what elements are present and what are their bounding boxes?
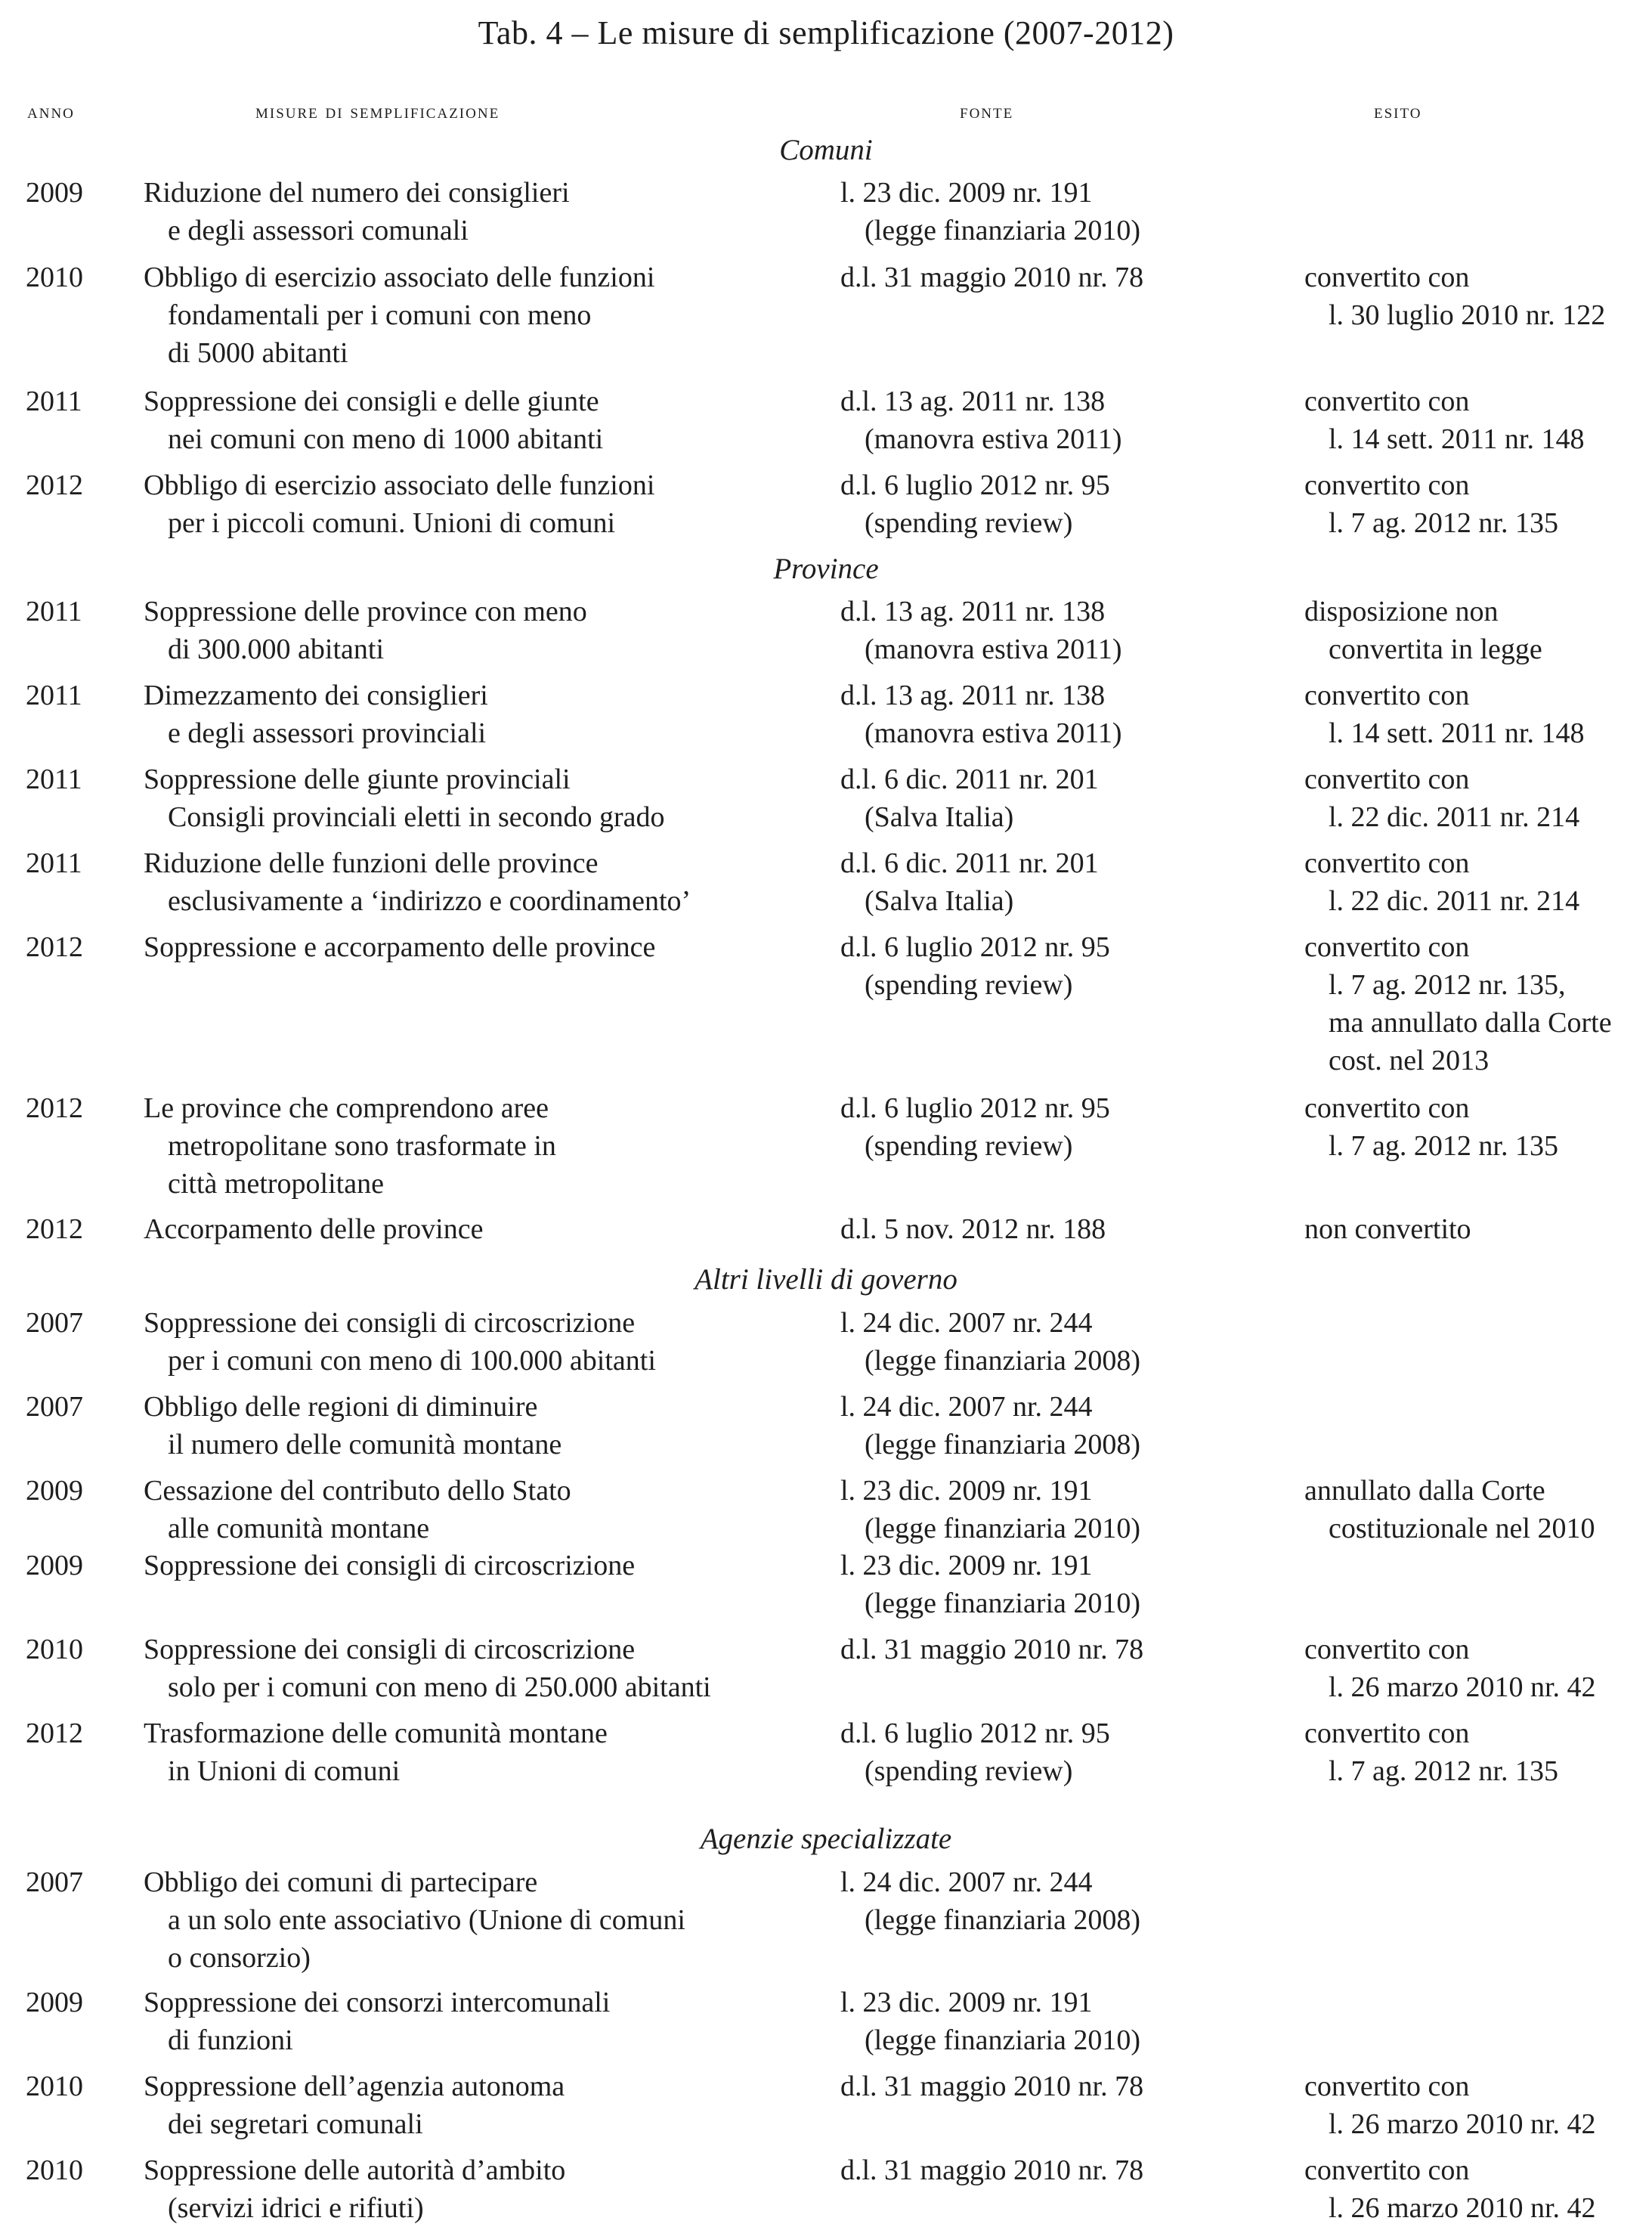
fonte-cell-line: (spending review) <box>865 1755 1073 1787</box>
misura-cell-line: Obbligo di esercizio associato delle funzioni <box>144 262 655 293</box>
esito-cell-line: convertito con <box>1304 1092 1470 1124</box>
misura-cell <box>144 928 655 966</box>
year-cell: 2011 <box>26 386 82 417</box>
fonte-cell-line: (legge finanziaria 2008) <box>865 1904 1141 1936</box>
esito-cell-line: convertito con <box>1304 386 1470 417</box>
esito-cell <box>1304 2067 1596 2143</box>
misura-cell <box>144 259 654 372</box>
year-cell: 2011 <box>26 847 82 879</box>
section-heading: Altri livelli di governo <box>695 1263 957 1296</box>
year-cell: 2009 <box>26 1550 83 1581</box>
misura-cell <box>144 1304 656 1380</box>
fonte-cell-line: (legge finanziaria 2008) <box>865 1345 1141 1377</box>
esito-cell-line: l. 26 marzo 2010 nr. 42 <box>1329 2108 1596 2140</box>
year-cell: 2010 <box>26 1634 83 1665</box>
fonte-cell-line: (spending review) <box>865 969 1073 1001</box>
misura-cell-line: o consorzio) <box>168 1942 311 1974</box>
year-cell: 2010 <box>26 262 83 293</box>
misura-cell <box>144 593 587 668</box>
fonte-cell-line: d.l. 6 luglio 2012 nr. 95 <box>840 469 1110 501</box>
fonte-cell-line: (legge finanziaria 2010) <box>865 1587 1141 1619</box>
fonte-cell-line: l. 23 dic. 2009 nr. 191 <box>840 177 1093 209</box>
misura-cell-line: Soppressione e accorpamento delle province <box>144 931 656 963</box>
esito-cell <box>1304 677 1584 752</box>
fonte-cell-line: (Salva Italia) <box>865 885 1014 917</box>
misura-cell-line: di 5000 abitanti <box>168 337 348 369</box>
esito-cell-line: l. 7 ag. 2012 nr. 135 <box>1329 507 1558 539</box>
year-cell: 2007 <box>26 1307 83 1339</box>
year-cell: 2012 <box>26 1717 83 1749</box>
esito-cell-line: annullato dalla Corte <box>1304 1475 1545 1507</box>
esito-cell-line: non convertito <box>1304 1213 1471 1245</box>
fonte-cell-line: d.l. 5 nov. 2012 nr. 188 <box>840 1213 1106 1245</box>
fonte-cell-line: (legge finanziaria 2010) <box>865 215 1141 246</box>
misura-cell-line: Cessazione del contributo dello Stato <box>144 1475 571 1507</box>
fonte-cell <box>840 1472 1140 1547</box>
esito-cell-line: l. 7 ag. 2012 nr. 135, <box>1329 969 1566 1001</box>
header-fonte: fonte <box>960 100 1014 122</box>
fonte-cell <box>840 2067 1143 2105</box>
fonte-cell <box>840 1863 1140 1939</box>
esito-cell-line: ma annullato dalla Corte <box>1329 1007 1612 1039</box>
fonte-cell <box>840 1388 1140 1464</box>
misura-cell-line: Soppressione dei consigli di circoscrizione <box>144 1307 636 1339</box>
fonte-cell-line: d.l. 31 maggio 2010 nr. 78 <box>840 262 1144 293</box>
misura-cell-line: di 300.000 abitanti <box>168 633 385 665</box>
year-cell: 2009 <box>26 177 83 209</box>
fonte-cell <box>840 1547 1140 1622</box>
misura-cell-line: fondamentali per i comuni con meno <box>168 299 592 331</box>
fonte-cell-line: d.l. 6 dic. 2011 nr. 201 <box>840 847 1099 879</box>
year-cell: 2007 <box>26 1391 83 1423</box>
fonte-cell-line: d.l. 13 ag. 2011 nr. 138 <box>840 596 1106 627</box>
misura-cell <box>144 1984 610 2059</box>
esito-cell <box>1304 1472 1595 1547</box>
misura-cell-line: Soppressione dei consigli di circoscrizione <box>144 1550 636 1581</box>
fonte-cell <box>840 1631 1143 1668</box>
esito-cell-line: l. 22 dic. 2011 nr. 214 <box>1329 885 1580 917</box>
esito-cell-line: convertito con <box>1304 847 1470 879</box>
misura-cell <box>144 2151 565 2227</box>
fonte-cell-line: d.l. 31 maggio 2010 nr. 78 <box>840 2071 1144 2102</box>
fonte-cell <box>840 259 1143 296</box>
misura-cell-line: Soppressione dell’agenzia autonoma <box>144 2071 565 2102</box>
fonte-cell-line: (manovra estiva 2011) <box>865 633 1122 665</box>
esito-cell-line: convertita in legge <box>1329 633 1542 665</box>
misura-cell-line: e degli assessori comunali <box>168 215 469 246</box>
esito-cell-line: convertito con <box>1304 2154 1470 2186</box>
misura-cell-line: di funzioni <box>168 2024 293 2056</box>
esito-cell <box>1304 466 1558 542</box>
fonte-cell <box>840 928 1110 1004</box>
fonte-cell-line: d.l. 13 ag. 2011 nr. 138 <box>840 680 1106 711</box>
misura-cell-line: Trasformazione delle comunità montane <box>144 1717 608 1749</box>
esito-cell-line: convertito con <box>1304 1717 1470 1749</box>
year-cell: 2010 <box>26 2154 83 2186</box>
misura-cell <box>144 383 603 458</box>
fonte-cell <box>840 1304 1140 1380</box>
misura-cell <box>144 1472 571 1547</box>
misura-cell-line: Soppressione dei consigli di circoscrizione <box>144 1634 636 1665</box>
section-heading: Province <box>773 553 879 585</box>
misura-cell-line: Soppressione dei consorzi intercomunali <box>144 1987 611 2018</box>
misura-cell-line: metropolitane sono trasformate in <box>168 1130 556 1162</box>
misura-cell <box>144 677 488 752</box>
year-cell: 2009 <box>26 1475 83 1507</box>
header-misure: misure di semplificazione <box>255 100 500 122</box>
misura-cell-line: Soppressione dei consigli e delle giunte <box>144 386 599 417</box>
misura-cell-line: a un solo ente associativo (Unione di comuni <box>168 1904 685 1936</box>
esito-cell <box>1304 1210 1471 1248</box>
year-cell: 2012 <box>26 931 83 963</box>
fonte-cell-line: (legge finanziaria 2008) <box>865 1429 1141 1460</box>
fonte-cell-line: d.l. 6 luglio 2012 nr. 95 <box>840 931 1110 963</box>
esito-cell-line: l. 26 marzo 2010 nr. 42 <box>1329 1671 1596 1703</box>
esito-cell-line: convertito con <box>1304 2071 1470 2102</box>
misura-cell-line: Consigli provinciali eletti in secondo grado <box>168 801 665 833</box>
fonte-cell <box>840 1984 1140 2059</box>
esito-cell-line: disposizione non <box>1304 596 1499 627</box>
year-cell: 2012 <box>26 1213 83 1245</box>
header-anno: anno <box>27 100 75 122</box>
esito-cell-line: l. 7 ag. 2012 nr. 135 <box>1329 1130 1558 1162</box>
year-cell: 2009 <box>26 1987 83 2018</box>
fonte-cell <box>840 466 1110 542</box>
esito-cell-line: convertito con <box>1304 262 1470 293</box>
section-heading: Agenzie specializzate <box>700 1823 952 1855</box>
fonte-cell-line: l. 24 dic. 2007 nr. 244 <box>840 1866 1093 1898</box>
year-cell: 2007 <box>26 1866 83 1898</box>
year-cell: 2011 <box>26 680 82 711</box>
misura-cell-line: Soppressione delle autorità d’ambito <box>144 2154 566 2186</box>
esito-cell <box>1304 844 1579 920</box>
esito-cell-line: costituzionale nel 2010 <box>1329 1513 1595 1544</box>
misura-cell <box>144 1210 483 1248</box>
fonte-cell-line: l. 23 dic. 2009 nr. 191 <box>840 1550 1093 1581</box>
fonte-cell <box>840 1210 1106 1248</box>
esito-cell-line: l. 26 marzo 2010 nr. 42 <box>1329 2192 1596 2224</box>
fonte-cell <box>840 760 1099 836</box>
fonte-cell-line: d.l. 31 maggio 2010 nr. 78 <box>840 1634 1144 1665</box>
misura-cell-line: esclusivamente a ‘indirizzo e coordinamento’ <box>168 885 691 917</box>
fonte-cell-line: (legge finanziaria 2010) <box>865 1513 1141 1544</box>
misura-cell <box>144 1863 685 1977</box>
header-esito: esito <box>1374 100 1422 122</box>
misura-cell <box>144 760 665 836</box>
esito-cell-line: l. 14 sett. 2011 nr. 148 <box>1329 423 1585 455</box>
esito-cell <box>1304 1631 1596 1706</box>
misura-cell <box>144 844 691 920</box>
year-cell: 2011 <box>26 763 82 795</box>
esito-cell-line: convertito con <box>1304 763 1470 795</box>
esito-cell <box>1304 928 1612 1079</box>
misura-cell-line: dei segretari comunali <box>168 2108 423 2140</box>
year-cell: 2012 <box>26 1092 83 1124</box>
esito-cell-line: l. 30 luglio 2010 nr. 122 <box>1329 299 1606 331</box>
esito-cell <box>1304 760 1579 836</box>
fonte-cell <box>840 593 1121 668</box>
misura-cell <box>144 2067 565 2143</box>
esito-cell-line: convertito con <box>1304 680 1470 711</box>
misura-cell <box>144 1631 711 1706</box>
fonte-cell-line: (manovra estiva 2011) <box>865 423 1122 455</box>
esito-cell <box>1304 593 1542 668</box>
misura-cell-line: Obbligo dei comuni di partecipare <box>144 1866 538 1898</box>
year-cell: 2012 <box>26 469 83 501</box>
esito-cell-line: l. 7 ag. 2012 nr. 135 <box>1329 1755 1558 1787</box>
misura-cell-line: per i piccoli comuni. Unioni di comuni <box>168 507 616 539</box>
fonte-cell <box>840 677 1121 752</box>
fonte-cell <box>840 2151 1143 2189</box>
fonte-cell-line: (spending review) <box>865 1130 1073 1162</box>
misura-cell <box>144 174 570 249</box>
esito-cell <box>1304 383 1584 458</box>
misura-cell-line: il numero delle comunità montane <box>168 1429 562 1460</box>
esito-cell-line: cost. nel 2013 <box>1329 1045 1490 1076</box>
section-heading: Comuni <box>779 134 873 166</box>
misura-cell-line: solo per i comuni con meno di 250.000 abitanti <box>168 1671 711 1703</box>
esito-cell-line: l. 14 sett. 2011 nr. 148 <box>1329 717 1585 749</box>
misura-cell-line: Dimezzamento dei consiglieri <box>144 680 488 711</box>
misura-cell-line: (servizi idrici e rifiuti) <box>168 2192 424 2224</box>
esito-cell-line: convertito con <box>1304 469 1470 501</box>
misura-cell <box>144 466 654 542</box>
misura-cell-line: in Unioni di comuni <box>168 1755 401 1787</box>
misura-cell-line: Accorpamento delle province <box>144 1213 484 1245</box>
misura-cell-line: Le province che comprendono aree <box>144 1092 549 1124</box>
fonte-cell <box>840 844 1099 920</box>
fonte-cell <box>840 1714 1110 1790</box>
fonte-cell-line: l. 23 dic. 2009 nr. 191 <box>840 1475 1093 1507</box>
misura-cell <box>144 1388 561 1464</box>
fonte-cell-line: d.l. 6 luglio 2012 nr. 95 <box>840 1092 1110 1124</box>
esito-cell-line: convertito con <box>1304 1634 1470 1665</box>
esito-cell-line: l. 22 dic. 2011 nr. 214 <box>1329 801 1580 833</box>
fonte-cell-line: d.l. 13 ag. 2011 nr. 138 <box>840 386 1106 417</box>
fonte-cell-line: l. 24 dic. 2007 nr. 244 <box>840 1307 1093 1339</box>
esito-cell <box>1304 1089 1558 1165</box>
year-cell: 2010 <box>26 2071 83 2102</box>
misura-cell-line: città metropolitane <box>168 1168 384 1200</box>
misura-cell-line: e degli assessori provinciali <box>168 717 487 749</box>
misura-cell-line: Obbligo di esercizio associato delle funzioni <box>144 469 655 501</box>
fonte-cell-line: (legge finanziaria 2010) <box>865 2024 1141 2056</box>
fonte-cell <box>840 1089 1110 1165</box>
fonte-cell-line: (spending review) <box>865 507 1073 539</box>
esito-cell <box>1304 2151 1596 2227</box>
misura-cell-line: Soppressione delle province con meno <box>144 596 587 627</box>
fonte-cell-line: d.l. 6 dic. 2011 nr. 201 <box>840 763 1099 795</box>
fonte-cell-line: l. 23 dic. 2009 nr. 191 <box>840 1987 1093 2018</box>
esito-cell <box>1304 1714 1558 1790</box>
misura-cell-line: per i comuni con meno di 100.000 abitanti <box>168 1345 656 1377</box>
misura-cell-line: Obbligo delle regioni di diminuire <box>144 1391 538 1423</box>
fonte-cell-line: d.l. 6 luglio 2012 nr. 95 <box>840 1717 1110 1749</box>
misura-cell-line: alle comunità montane <box>168 1513 430 1544</box>
year-cell: 2011 <box>26 596 82 627</box>
misura-cell-line: nei comuni con meno di 1000 abitanti <box>168 423 604 455</box>
esito-cell <box>1304 259 1605 334</box>
misura-cell-line: Riduzione del numero dei consiglieri <box>144 177 570 209</box>
misura-cell <box>144 1714 608 1790</box>
fonte-cell <box>840 383 1121 458</box>
fonte-cell-line: d.l. 31 maggio 2010 nr. 78 <box>840 2154 1144 2186</box>
misura-cell-line: Soppressione delle giunte provinciali <box>144 763 571 795</box>
fonte-cell-line: (Salva Italia) <box>865 801 1014 833</box>
fonte-cell-line: l. 24 dic. 2007 nr. 244 <box>840 1391 1093 1423</box>
misura-cell-line: Riduzione delle funzioni delle province <box>144 847 599 879</box>
misura-cell <box>144 1089 556 1203</box>
misura-cell <box>144 1547 635 1584</box>
fonte-cell-line: (manovra estiva 2011) <box>865 717 1122 749</box>
table-title: Tab. 4 – Le misure di semplificazione (2007-2012) <box>478 14 1174 51</box>
fonte-cell <box>840 174 1140 249</box>
esito-cell-line: convertito con <box>1304 931 1470 963</box>
